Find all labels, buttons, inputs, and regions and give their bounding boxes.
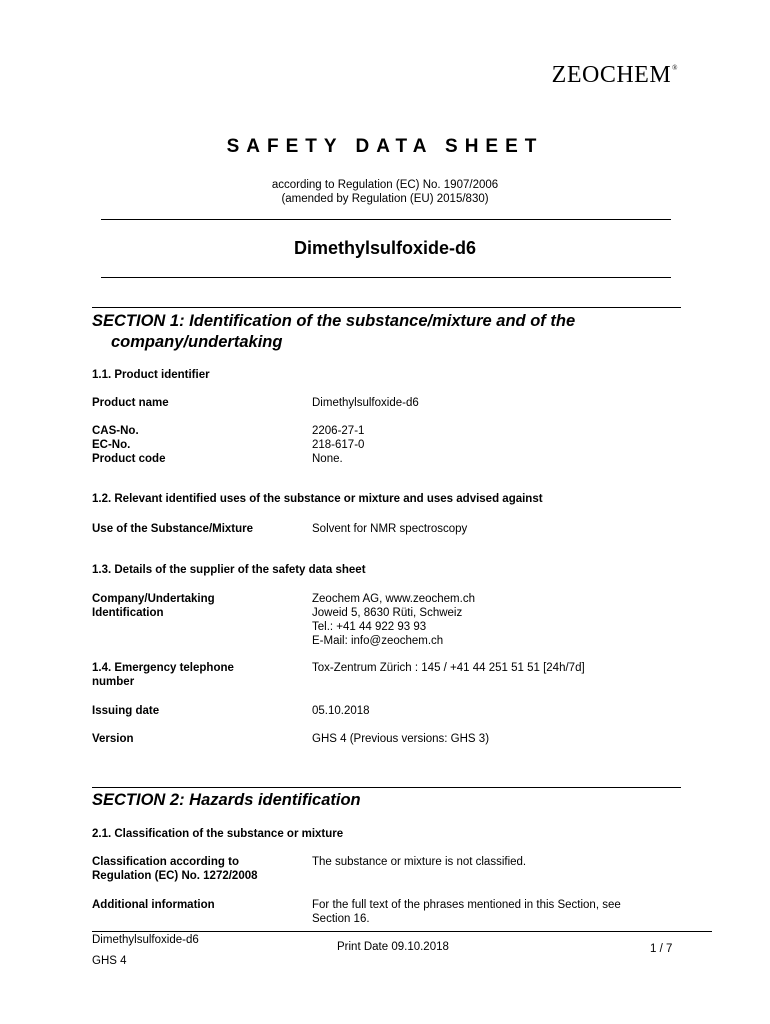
product-code-label: Product code: [92, 453, 166, 465]
issuing-date-value: 05.10.2018: [312, 705, 370, 717]
version-value: GHS 4 (Previous versions: GHS 3): [312, 733, 490, 745]
footer-product: Dimethylsulfoxide-d6: [92, 934, 199, 946]
product-title: Dimethylsulfoxide-d6: [293, 238, 477, 258]
company-details: Zeochem AG, www.zeochem.ch Joweid 5, 8630 Rüti, Schweiz Tel.: +41 44 922 93 93 E-Mail: info@zeochem.ch: [312, 593, 475, 647]
divider: [101, 277, 671, 278]
subsection-1-1-heading: 1.1. Product identifier: [92, 369, 210, 381]
classification-label: Classification according to Regulation (EC) No. 1272/2008: [92, 856, 258, 882]
footer-print-date: Print Date 09.10.2018: [337, 941, 449, 953]
subsection-2-1-heading: 2.1. Classification of the substance or mixture: [92, 828, 344, 840]
product-code-value: None.: [312, 453, 343, 465]
product-name-value: Dimethylsulfoxide-d6: [312, 397, 419, 409]
footer-rule: [92, 931, 712, 932]
use-label: Use of the Substance/Mixture: [92, 523, 254, 535]
cas-value: 2206-27-1: [312, 425, 365, 437]
version-label: Version: [92, 733, 134, 745]
emergency-value: Tox-Zentrum Zürich : 145 / +41 44 251 51 51 [24h/7d]: [312, 662, 585, 674]
product-name-label: Product name: [92, 397, 169, 409]
section-rule: [92, 307, 681, 308]
section-rule: [92, 787, 681, 788]
footer-page-number: 1 / 7: [650, 943, 673, 955]
section-1-heading: SECTION 1: Identification of the substance/mixture and of the company/undertaking: [92, 312, 576, 351]
company-label: Company/Undertaking Identification: [92, 593, 215, 619]
subsection-1-2-heading: 1.2. Relevant identified uses of the substance or mixture and uses advised against: [92, 493, 543, 505]
footer-version: GHS 4: [92, 955, 127, 967]
additional-info-label: Additional information: [92, 899, 215, 911]
zeochem-logo: ZEOCHEM®: [551, 62, 678, 88]
ec-label: EC-No.: [92, 439, 131, 451]
emergency-label: 1.4. Emergency telephone number: [92, 662, 234, 688]
cas-label: CAS-No.: [92, 425, 139, 437]
subsection-1-3-heading: 1.3. Details of the supplier of the safety data sheet: [92, 564, 366, 576]
ec-value: 218-617-0: [312, 439, 365, 451]
document-title: SAFETY DATA SHEET: [226, 136, 544, 157]
regulation-line-1: according to Regulation (EC) No. 1907/2006: [271, 179, 499, 191]
section-2-heading: SECTION 2: Hazards identification: [92, 791, 361, 809]
regulation-line-2: (amended by Regulation (EU) 2015/830): [281, 193, 489, 205]
registered-mark: ®: [672, 64, 678, 72]
issuing-date-label: Issuing date: [92, 705, 160, 717]
divider: [101, 219, 671, 220]
classification-value: The substance or mixture is not classified.: [312, 856, 527, 868]
additional-info-value: For the full text of the phrases mentioned in this Section, see Section 16.: [312, 899, 621, 925]
use-value: Solvent for NMR spectroscopy: [312, 523, 468, 535]
